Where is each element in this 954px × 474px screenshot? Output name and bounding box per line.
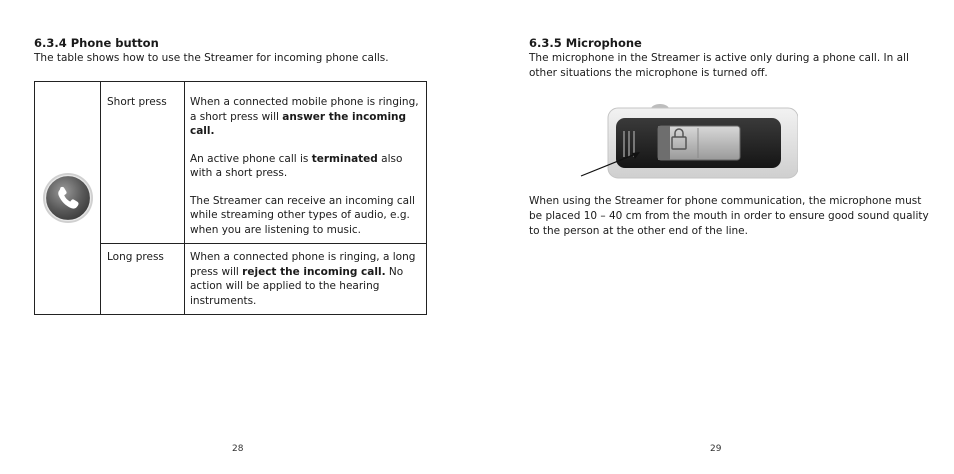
phone-button-table	[34, 81, 427, 315]
paragraph: The Streamer can receive an incoming call while streaming other types of audio, e.g. when you are listening to music.	[190, 194, 415, 236]
paragraph: When a connected phone is ringing, a long press will reject the incoming call. No action will be applied to the hearing instruments.	[190, 251, 416, 307]
table-row	[35, 82, 427, 244]
right-heading: 6.3.5 Microphone	[529, 36, 642, 50]
icon-cell	[35, 82, 101, 315]
phone-handset-icon	[42, 172, 94, 224]
right-intro: The microphone in the Streamer is active only during a phone call. In all other situations the microphone is turned off.	[529, 52, 909, 79]
left-intro: The table shows how to use the Streamer for incoming phone calls.	[34, 52, 389, 64]
right-body: When using the Streamer for phone communication, the microphone must be placed 10 – 40 cm from the mouth in order to ensure good sound quality to the person at the other end of the line.	[529, 195, 929, 237]
press-type-short: Short press	[101, 82, 185, 244]
paragraph: An active phone call is terminated also with a short press.	[190, 152, 403, 179]
page-number-left: 28	[232, 444, 244, 454]
description-short	[185, 82, 427, 244]
paragraph: When a connected mobile phone is ringing, a short press will answer the incoming call.	[190, 96, 419, 137]
left-heading: 6.3.4 Phone button	[34, 36, 159, 50]
press-type-long: Long press	[101, 244, 185, 315]
page-number-right: 29	[710, 444, 722, 454]
arrow-icon	[578, 146, 648, 186]
description-long	[185, 244, 427, 315]
